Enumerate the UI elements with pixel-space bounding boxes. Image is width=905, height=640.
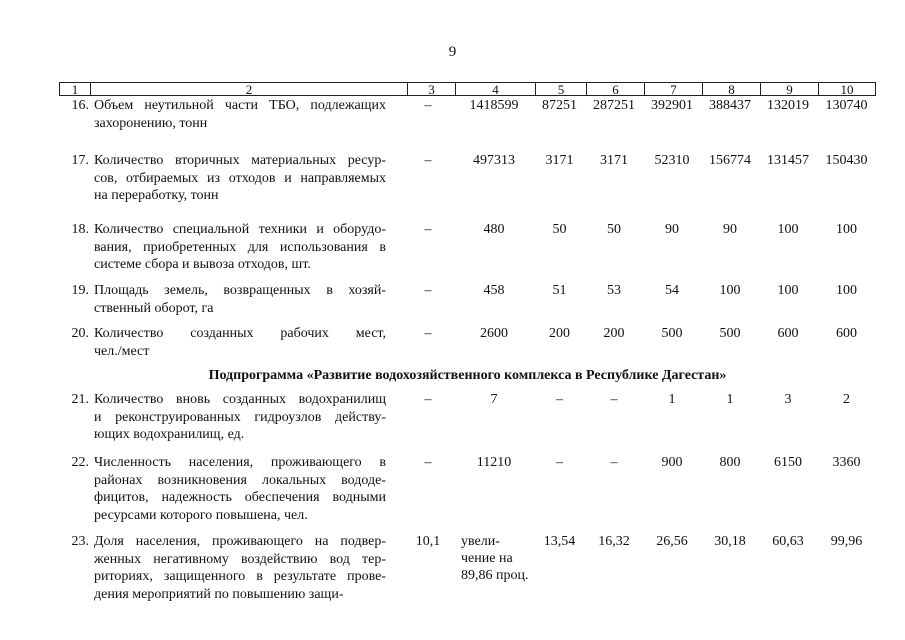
value-cell: 16,32 [598,534,630,549]
description-line: женных негативному воздействию вод тер- [94,551,386,567]
header-cell: 1 [71,82,79,97]
header-cell: 2 [90,83,407,95]
header-cell: 3 [407,83,455,95]
description-line: Количество специальной техники и оборудо- [94,222,386,237]
value-cell: – [424,98,432,113]
value-cell: – [424,326,432,341]
value-cell: 497313 [473,153,515,168]
description-line: Количество вторичных материальных ресур- [94,153,386,168]
value-cell: 100 [777,222,799,237]
value-cell: 99,96 [830,534,863,549]
value-cell: 130740 [825,98,868,113]
value-cell: 500 [719,326,741,341]
value-cell: 90 [665,222,679,237]
value-cell: – [424,283,432,298]
description-line: на переработку, тонн [94,188,219,203]
value-cell: 392901 [651,98,693,113]
value-cell: 100 [777,283,799,298]
row-number: 22. [71,455,89,470]
description-line: Объем неутильной части ТБО, подлежащих [94,98,386,113]
value-cell: 200 [603,326,625,341]
indicator-description [94,533,386,603]
value-cell: – [556,392,563,407]
value-cell: 50 [552,222,567,237]
value-cell: – [424,392,432,407]
value-cell: – [610,392,618,407]
header-cell: 7 [644,83,702,95]
header-cell: 10 [818,83,875,95]
value-cell: 6150 [774,455,802,470]
value-cell: – [424,455,432,470]
description-line: дения мероприятий по повышению защи- [94,586,344,602]
value-cell: 53 [607,283,621,298]
description-line: ственный оборот, га [94,300,214,316]
value-cell: – [424,222,432,237]
value-cell: – [424,153,432,168]
value-cell: 500 [661,326,683,341]
value-cell: 900 [661,455,683,470]
description-line: и реконструированных гидроузлов действу- [94,409,386,425]
description-line: сов, отбираемых из отходов и направляемых [94,170,386,186]
value-cell: 600 [836,326,857,341]
description-line: Площадь земель, возвращенных в хозяй- [94,283,386,298]
row-number: 17. [71,153,89,168]
value-cell: 2 [843,392,850,407]
value-cell: 3 [784,392,792,407]
value-cell: увели- чение на 89,86 проц. [461,534,529,583]
value-cell: 150430 [825,153,868,168]
header-cell: 4 [455,83,535,95]
description-line: Численность населения, проживающего в [94,455,386,470]
value-cell: 800 [719,455,741,470]
value-cell: 1418599 [469,98,519,113]
value-cell: – [610,455,618,470]
description-line: Количество созданных рабочих мест, [94,326,386,341]
value-cell: 480 [483,222,505,237]
indicator-description [94,152,386,205]
value-cell: 458 [483,283,505,298]
subprogram-title: Подпрограмма «Развитие водохозяйственного комплекса в Республике Дагестан» [208,368,727,383]
value-cell: 60,63 [772,534,804,549]
description-line: системе сбора и вывоза отходов, шт. [94,257,311,272]
indicator-description [94,282,386,317]
row-number: 20. [71,326,89,341]
header-cell: 6 [586,83,644,95]
value-cell: 388437 [709,98,751,113]
indicator-description [94,221,386,274]
row-number: 19. [71,283,89,298]
description-line: фицитов, надежность обеспечения водными [94,490,386,505]
indicator-description [94,325,386,360]
value-cell: 87251 [542,98,577,113]
value-cell: 90 [723,222,737,237]
value-cell: 156774 [709,153,751,168]
description-line: риториях, защищенного в результате прове- [94,569,386,584]
description-line: ющих водохранилищ, ед. [94,427,245,442]
indicator-description [94,454,386,524]
row-number: 23. [71,534,89,549]
value-cell: 1 [668,392,676,407]
row-number: 16. [71,98,89,113]
row-number: 21. [71,392,89,407]
value-cell: 100 [836,222,857,237]
value-cell: 13,54 [543,534,576,549]
value-cell: 600 [777,326,799,341]
header-cell: 5 [535,83,586,95]
value-cell: 51 [552,283,567,298]
value-cell: 52310 [654,153,690,168]
value-cell: 100 [836,283,857,298]
value-cell: 3171 [545,153,574,168]
page-number: 9 [448,44,457,60]
indicator-description [94,97,386,132]
indicator-description [94,391,386,444]
value-cell: – [556,455,563,470]
header-cell: 8 [702,83,760,95]
header-cell: 9 [760,83,818,95]
value-cell: 3171 [600,153,628,168]
value-cell: 50 [607,222,621,237]
table-header [59,82,876,96]
value-cell: 7 [490,392,498,407]
description-line: захоронению, тонн [94,115,208,131]
value-cell: 54 [665,283,679,298]
description-line: вания, приобретенных для использования в [94,239,386,255]
description-line: ресурсами которого повышена, чел. [94,507,308,523]
description-line: Количество вновь созданных водохранилищ [94,392,386,407]
value-cell: 200 [549,326,570,341]
description-line: районах возникновения локальных вододе- [94,472,386,488]
value-cell: 26,56 [656,534,688,549]
value-cell: 30,18 [714,534,746,549]
value-cell: 3360 [832,455,861,470]
value-cell: 100 [719,283,741,298]
value-cell: 10,1 [415,534,441,549]
description-line: Доля населения, проживающего на подвер- [94,534,386,549]
value-cell: 131457 [767,153,809,168]
value-cell: 1 [726,392,734,407]
value-cell: 132019 [767,98,809,113]
row-number: 18. [71,222,89,237]
value-cell: 2600 [480,326,508,341]
value-cell: 11210 [476,455,512,470]
value-cell: 287251 [593,98,635,113]
description-line: чел./мест [94,343,150,359]
